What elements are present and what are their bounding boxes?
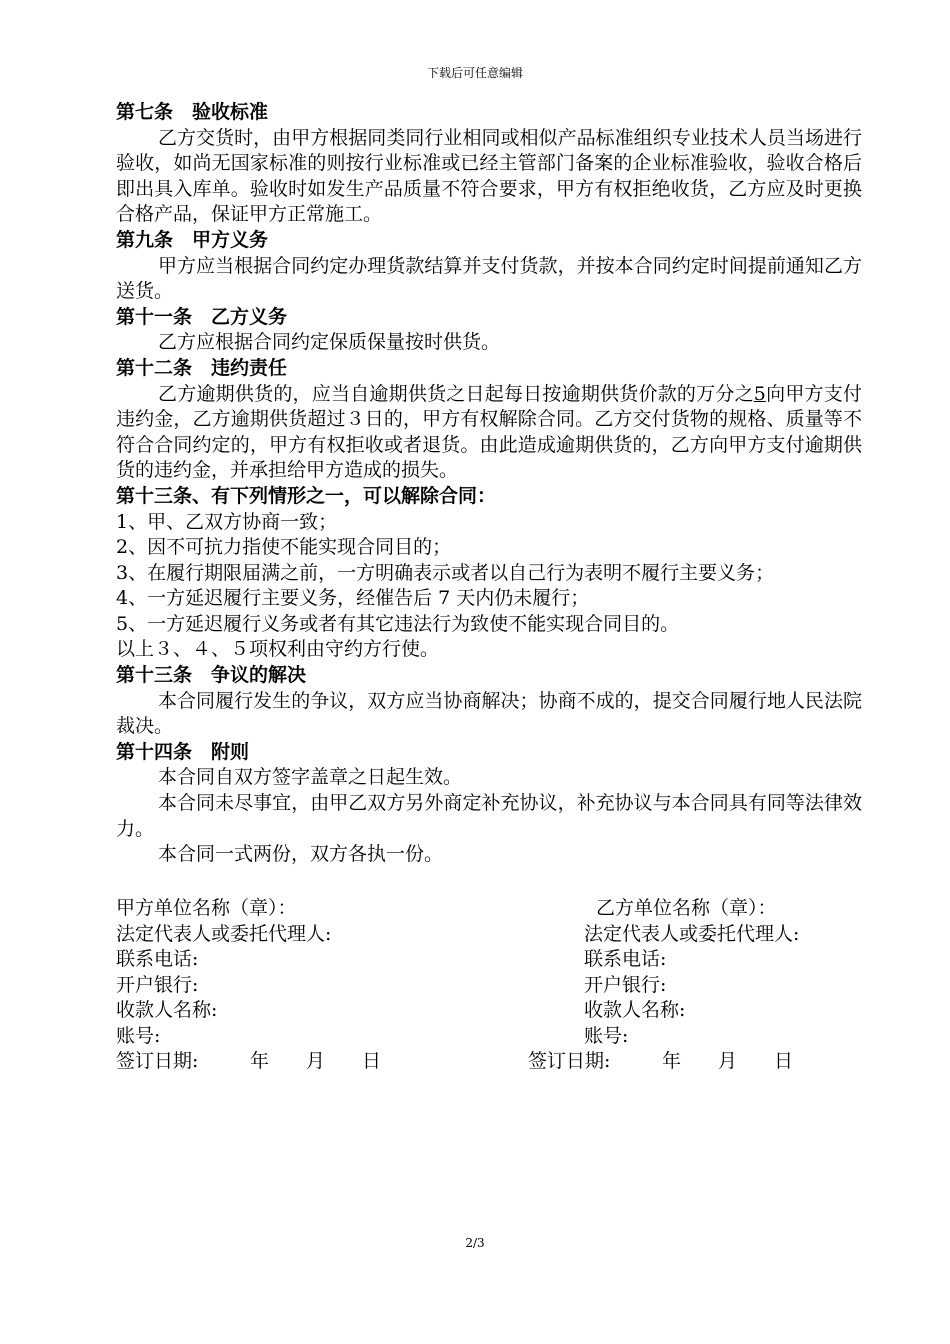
party-b-rep: 法定代表人或委托代理人: [584,923,800,945]
party-b-date-month: 月 [718,1050,738,1072]
article-7-title: 第七条 验收标准 [116,101,269,123]
party-b-date-day: 日 [774,1050,794,1072]
termination-item-4: 4、一方延迟履行主要义务，经催告后 7 天内仍未履行； [116,587,590,610]
article-14-text-3: 本合同一式两份，双方各执一份。 [158,843,444,866]
article-14-title: 第十四条 附则 [116,740,250,763]
party-b-bank: 开户银行: [584,974,667,996]
signature-row-phone [116,947,862,973]
signature-row-account [116,1024,862,1050]
party-b-date-label: 签订日期: [528,1050,611,1072]
signature-row-bank [116,973,862,999]
page-header: 下载后可任意编辑 [426,66,523,80]
signature-row-unit [116,896,862,922]
party-a-account: 账号: [116,1025,161,1047]
article-9-title: 第九条 甲方义务 [116,228,269,251]
signature-row-date [116,1049,862,1075]
article-12-title: 第十二条 违约责任 [116,356,288,379]
party-b-date-year: 年 [662,1050,682,1072]
termination-item-1: 1、甲、乙双方协商一致； [116,510,338,533]
article-13-dispute-title: 第十三条 争议的解决 [116,664,307,687]
article-12-text-a: 乙方逾期供货的，应当自逾期供货之日起每日按逾期供货价款的万分之 [158,382,754,405]
article-12-text-b: 向甲方支付违约金，乙方逾期供货超过３日的，甲方有权解除合同。乙方交付货物的规格、质量等不符合合同约定的，甲方有权拒收或者退货。由此造成逾期供货的，乙方向甲方支付逾期供货的违约金，并承担给甲方造成的损失。 [116,382,862,482]
party-a-date-day: 日 [362,1050,382,1072]
article-14-text-1: 本合同自双方签字盖章之日起生效。 [158,766,463,789]
article-13-dispute-text: 本合同履行发生的争议，双方应当协商解决；协商不成的，提交合同履行地人民法院裁决。 [116,689,862,738]
party-b-account: 账号: [584,1025,629,1047]
termination-item-3: 3、在履行期限届满之前，一方明确表示或者以自己行为表明不履行主要义务； [116,561,775,584]
signature-row-rep [116,922,862,948]
contract-body [116,100,862,868]
termination-item-5: 5、一方延迟履行义务或者有其它违法行为致使不能实现合同目的。 [116,612,680,635]
party-a-date-month: 月 [306,1050,326,1072]
party-b-unit: 乙方单位名称（章）： [596,897,777,919]
article-12-text [116,382,862,484]
party-a-bank: 开户银行: [116,974,199,996]
article-7-text: 乙方交货时，由甲方根据同类同行业相同或相似产品标准组织专业技术人员当场进行验收，如尚无国家标准的则按行业标准或已经主管部门备案的企业标准验收，验收合格后即出具入库单。验收时如发生产品质量不符合要求，甲方有权拒绝收货，乙方应及时更换合格产品，保证甲方正常施工。 [116,126,862,226]
signature-row-payee [116,998,862,1024]
party-b-payee: 收款人名称: [584,999,686,1021]
article-13-termination-title: 第十三条、有下列情形之一，可以解除合同： [116,484,497,507]
penalty-rate: 5 [753,382,766,405]
termination-note: 以上３、４、５项权利由守约方行使。 [116,638,440,661]
party-a-phone: 联系电话: [116,948,199,970]
article-14-text-2: 本合同未尽事宜，由甲乙双方另外商定补充协议，补充协议与本合同具有同等法律效力。 [116,792,862,840]
party-a-rep: 法定代表人或委托代理人: [116,923,332,945]
party-b-phone: 联系电话: [584,948,667,970]
party-a-date-label: 签订日期: [116,1050,199,1072]
termination-item-2: 2、因不可抗力指使不能实现合同目的； [116,536,452,559]
party-a-unit: 甲方单位名称（章）： [116,897,297,919]
page-number: 2/3 [465,1236,485,1250]
article-11-title: 第十一条 乙方义务 [116,305,288,328]
party-a-payee: 收款人名称: [116,999,218,1021]
party-a-date-year: 年 [250,1050,270,1072]
article-11-text: 乙方应根据合同约定保质保量按时供货。 [158,331,501,354]
article-9-text: 甲方应当根据合同约定办理货款结算并支付货款，并按本合同约定时间提前通知乙方送货。 [116,254,862,303]
